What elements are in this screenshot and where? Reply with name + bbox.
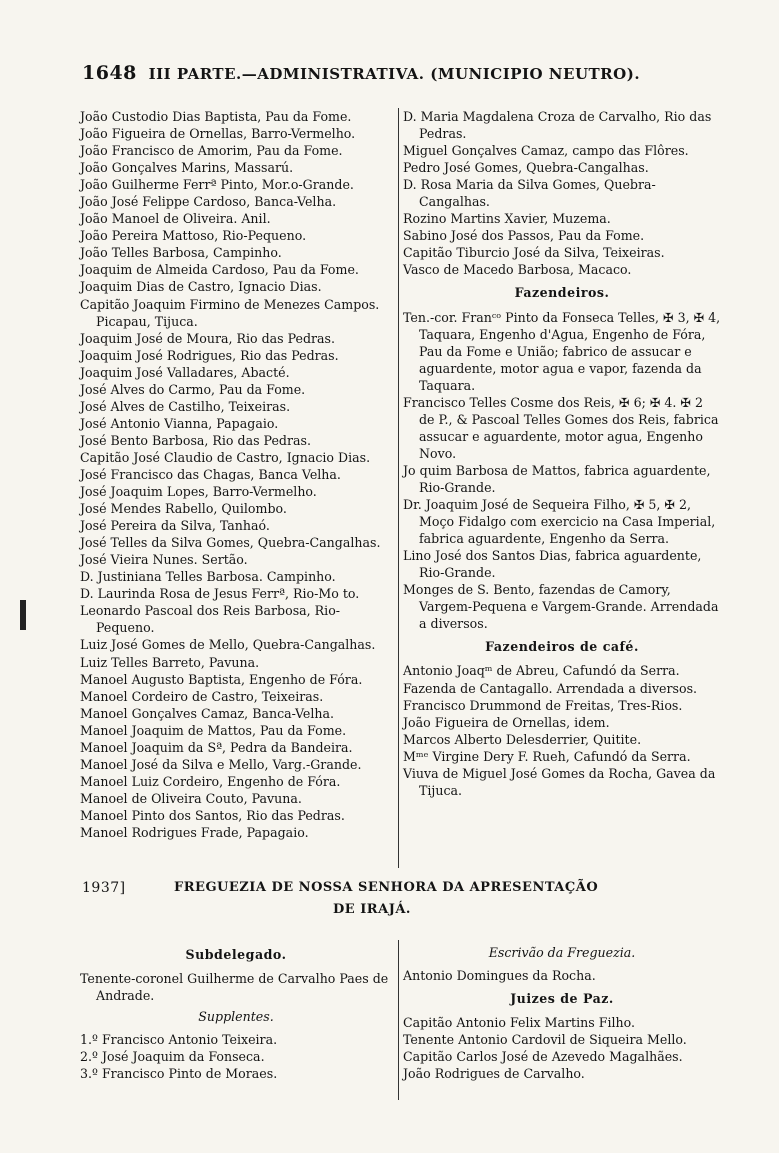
list-item: Capitão Joaquim Firmino de Menezes Campos. Picapau, Tijuca. <box>80 296 380 329</box>
list-item: João Rodrigues de Carvalho. <box>403 1066 585 1082</box>
list-item: Viuva de Miguel José Gomes da Rocha, Gavea da Tijuca. <box>403 765 716 798</box>
list-item: Miguel Gonçalves Camaz, campo das Flôres. <box>403 143 689 159</box>
list-item: Joaquim Dias de Castro, Ignacio Dias. <box>80 279 322 295</box>
list-item: Capitão Tiburcio José da Silva, Teixeiras. <box>403 245 665 261</box>
list-item: João Figueira de Ornellas, Barro-Vermelho. <box>80 126 356 142</box>
list-item: Antonio Joaqᵐ de Abreu, Cafundó da Serra. <box>403 663 680 679</box>
list-item: Manoel Rodrigues Frade, Papagaio. <box>80 824 309 840</box>
list-item: Tenente-coronel Guilherme de Carvalho Paes de Andrade. <box>80 971 389 1004</box>
list-item: João Figueira de Ornellas, idem. <box>403 714 610 730</box>
list-item: Sabino José dos Passos, Pau da Fome. <box>403 228 645 244</box>
list-item: Monges de S. Bento, fazendas de Camory, Vargem-Pequena e Vargem-Grande. Arrendada a diversos. <box>403 582 719 632</box>
list-item: João Telles Barbosa, Campinho. <box>80 245 282 261</box>
list-item: Manoel José da Silva e Mello, Varg.-Grande. <box>80 756 362 772</box>
list-item: Dr. Joaquim José de Sequeira Filho, ✠ 5, ✠ 2, Moço Fidalgo com exercicio na Casa Imperial, fabrica aguardente, Engenho da Serra. <box>403 497 716 547</box>
list-item: Fazenda de Cantagallo. Arrendada a diversos. <box>403 680 698 696</box>
list-item: 3.º Francisco Pinto de Moraes. <box>80 1066 278 1082</box>
list-item: Manoel Joaquim da Sª, Pedra da Bandeira. <box>80 739 353 755</box>
list-item: Joaquim de Almeida Cardoso, Pau da Fome. <box>80 262 359 278</box>
list-item: Joaquim José Rodrigues, Rio das Pedras. <box>80 347 339 363</box>
list-item: Luiz Telles Barreto, Pavuna. <box>80 654 260 670</box>
margin-mark <box>20 600 26 630</box>
list-item: D. Maria Magdalena Croza de Carvalho, Rio das Pedras. <box>403 109 712 142</box>
juizes-heading: Juizes de Paz. <box>510 991 614 1007</box>
list-item: Marcos Alberto Delesderrier, Quitite. <box>403 731 642 747</box>
supplentes-heading: Supplentes. <box>198 1009 274 1025</box>
list-item: Capitão Carlos José de Azevedo Magalhães. <box>403 1049 683 1065</box>
list-item: 1.º Francisco Antonio Teixeira. <box>80 1032 278 1048</box>
section-title-line2: DE IRAJÁ. <box>333 902 411 917</box>
list-item: Luiz José Gomes de Mello, Quebra-Cangalhas. <box>80 637 376 653</box>
list-item: João Pereira Mattoso, Rio-Pequeno. <box>80 228 307 244</box>
list-item: D. Laurinda Rosa de Jesus Ferrª, Rio-Mo to. <box>80 586 360 602</box>
page-title: III PARTE.—ADMINISTRATIVA. (MUNICIPIO NEUTRO). <box>148 65 641 83</box>
list-item: José Francisco das Chagas, Banca Velha. <box>80 466 341 482</box>
list-item: Tenente Antonio Cardovil de Siqueira Mello. <box>403 1032 687 1048</box>
list-item: Lino José dos Santos Dias, fabrica aguardente, Rio-Grande. <box>403 548 702 581</box>
list-item: 2.º José Joaquim da Fonseca. <box>80 1049 265 1065</box>
list-item: Pedro José Gomes, Quebra-Cangalhas. <box>403 160 649 176</box>
list-item: João Manoel de Oliveira. Anil. <box>80 211 271 227</box>
list-item: José Alves do Carmo, Pau da Fome. <box>80 381 306 397</box>
bottom-left-column <box>80 940 392 1082</box>
list-item: João Gonçalves Marins, Massarú. <box>80 160 294 176</box>
list-item: Capitão Antonio Felix Martins Filho. <box>403 1015 635 1031</box>
list-item: José Antonio Vianna, Papagaio. <box>80 415 279 431</box>
left-column <box>80 108 392 841</box>
list-item: José Mendes Rabello, Quilombo. <box>80 501 287 517</box>
list-item: João Custodio Dias Baptista, Pau da Fome. <box>80 109 352 124</box>
list-item: Joaquim José de Moura, Rio das Pedras. <box>80 330 336 346</box>
list-item: Vasco de Macedo Barbosa, Macaco. <box>403 262 632 278</box>
escrivao-heading: Escrivão da Freguezia. <box>488 945 636 960</box>
list-item: José Vieira Nunes. Sertão. <box>80 552 248 568</box>
list-item: D. Rosa Maria da Silva Gomes, Quebra-Cangalhas. <box>403 177 656 210</box>
list-item: Manoel Gonçalves Camaz, Banca-Velha. <box>80 705 335 721</box>
list-item: Mᵐᵉ Virgine Dery F. Rueh, Cafundó da Serra. <box>403 748 691 764</box>
list-item: João José Felippe Cardoso, Banca-Velha. <box>80 194 337 210</box>
list-item: Jo quim Barbosa de Mattos, fabrica aguardente, Rio-Grande. <box>403 462 711 495</box>
list-item: Francisco Telles Cosme dos Reis, ✠ 6; ✠ 4. ✠ 2 de P., & Pascoal Telles Gomes dos Reis, fabrica assucar e aguardente, motor agua, Engenho Novo. <box>403 394 719 461</box>
subdelegado-heading: Subdelegado. <box>185 947 287 962</box>
list-item: José Telles da Silva Gomes, Quebra-Cangalhas. <box>80 535 381 551</box>
list-item: Manoel Joaquim de Mattos, Pau da Fome. <box>80 722 347 738</box>
fazendeiros-cafe-heading: Fazendeiros de café. <box>485 639 639 655</box>
list-item: Francisco Drummond de Freitas, Tres-Rios. <box>403 697 683 713</box>
list-item: D. Justiniana Telles Barbosa. Campinho. <box>80 569 336 585</box>
bottom-right-column <box>398 940 721 1100</box>
list-item: Manoel Pinto dos Santos, Rio das Pedras. <box>80 807 345 823</box>
right-column <box>398 108 721 868</box>
list-item: Manoel Luiz Cordeiro, Engenho de Fóra. <box>80 773 341 789</box>
list-item: Manoel de Oliveira Couto, Pavuna. <box>80 790 302 806</box>
section-number: 1937] <box>82 880 126 896</box>
list-item: José Bento Barbosa, Rio das Pedras. <box>80 432 311 448</box>
page-number: 1648 <box>82 62 137 84</box>
list-item: Manoel Cordeiro de Castro, Teixeiras. <box>80 688 324 704</box>
list-item: José Pereira da Silva, Tanhaó. <box>80 518 270 534</box>
list-item: Antonio Domingues da Rocha. <box>403 968 596 984</box>
fazendeiros-heading: Fazendeiros. <box>514 285 610 301</box>
section-title-line1: FREGUEZIA DE NOSSA SENHORA DA APRESENTAÇÃO <box>174 880 599 895</box>
list-item: Joaquim José Valladares, Abacté. <box>80 364 290 380</box>
list-item: Ten.-cor. Franᶜᵒ Pinto da Fonseca Telles, ✠ 3, ✠ 4, Taquara, Engenho d'Agua, Engenho de Fóra, Pau da Fome e União; fabrico de assucar e aguardente, motor agua e vapor, fazenda da Taquara. <box>403 309 721 393</box>
list-item: Manoel Augusto Baptista, Engenho de Fóra. <box>80 671 363 687</box>
list-item: João Francisco de Amorim, Pau da Fome. <box>80 143 343 159</box>
list-item: João Guilherme Ferrª Pinto, Mor.o-Grande. <box>80 177 354 193</box>
list-item: José Joaquim Lopes, Barro-Vermelho. <box>80 484 317 500</box>
list-item: José Alves de Castilho, Teixeiras. <box>80 398 291 414</box>
list-item: Capitão José Claudio de Castro, Ignacio Dias. <box>80 449 371 465</box>
list-item: Rozino Martins Xavier, Muzema. <box>403 211 611 227</box>
page-header <box>82 62 722 84</box>
list-item: Leonardo Pascoal dos Reis Barbosa, Rio-Pequeno. <box>80 603 341 636</box>
